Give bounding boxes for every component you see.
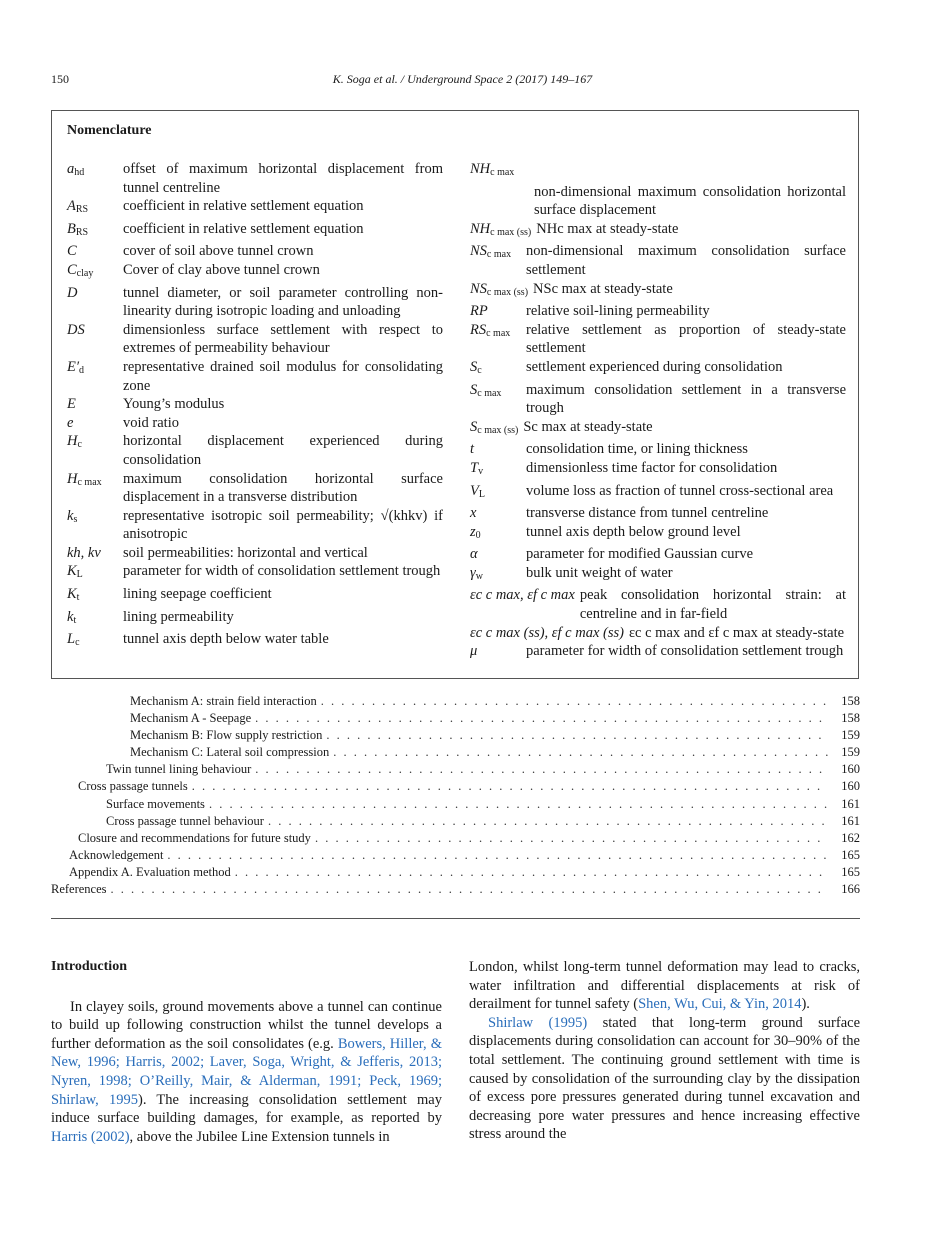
toc-entry-label: References — [51, 882, 107, 897]
nomenclature-definition: NHc max at steady-state — [536, 220, 679, 237]
nomenclature-symbol — [67, 284, 123, 321]
body-right-column — [469, 958, 860, 1144]
nomenclature-definition: relative soil-lining permeability — [526, 303, 710, 320]
nomenclature-entry — [470, 642, 846, 661]
symbol-main: εc c max, εf c max — [470, 587, 575, 604]
citation-link[interactable]: Shirlaw (1995) — [488, 1014, 588, 1031]
toc-leader-dots — [235, 864, 828, 881]
nomenclature-entry — [470, 381, 846, 418]
symbol-subscript: c max (ss) — [486, 286, 529, 298]
symbol-subscript: v — [478, 465, 484, 477]
toc-entry-label: Acknowledgement — [69, 847, 164, 862]
nomenclature-symbol — [470, 358, 526, 381]
nomenclature-definition: Sc max at steady-state — [523, 418, 653, 435]
nomenclature-definition: representative drained soil modulus for consolidating zone — [123, 358, 443, 394]
nomenclature-entry — [67, 284, 443, 321]
toc-entry-page: 166 — [841, 882, 860, 897]
symbol-main: NS — [470, 280, 487, 297]
symbol-main: NH — [470, 220, 491, 237]
toc-leader-dots — [209, 796, 828, 813]
symbol-subscript: c max — [477, 387, 502, 399]
symbol-subscript: s — [73, 513, 78, 525]
nomenclature-definition: transverse distance from tunnel centreline — [526, 505, 769, 522]
symbol-subscript: L — [76, 569, 83, 581]
nomenclature-definition: Young’s modulus — [123, 396, 225, 413]
intro-text: , above the Jubilee Line Extension tunnels in — [129, 1128, 390, 1145]
toc-leader-dots — [167, 847, 828, 864]
toc-entry[interactable] — [51, 693, 860, 710]
toc-leader-dots — [315, 830, 828, 847]
nomenclature-definition: volume loss as fraction of tunnel cross-sectional area — [526, 482, 834, 499]
intro-text: In clayey soils, ground movements above a tunnel can continue to build up following construction whilst the tunnel develops a further deformation as the soil consolidates (e.g. — [51, 998, 442, 1052]
toc-entry[interactable] — [51, 710, 860, 727]
toc-entry-page: 161 — [841, 796, 860, 811]
nomenclature-entry — [67, 470, 443, 507]
nomenclature-symbol — [67, 242, 123, 261]
toc-leader-dots — [255, 761, 828, 778]
toc-entry[interactable] — [51, 864, 860, 881]
nomenclature-definition: representative isotropic soil permeability; √(khkv) if anisotropic — [123, 507, 443, 543]
running-head: K. Soga et al. / Underground Space 2 (2017) 149–167 — [332, 72, 593, 86]
symbol-subscript: RS — [75, 204, 89, 216]
nomenclature-symbol — [470, 545, 526, 564]
symbol-main: T — [470, 459, 479, 476]
nomenclature-definition: parameter for modified Gaussian curve — [526, 546, 754, 563]
citation-link[interactable]: Bowers, Hiller, & New, 1996; Harris, 2002; Laver, Soga, Wright, & Jefferis, 2013; Nyren, 1998; O’Reilly, Mair, & Alderman, 1991; Peck, 1969; Shirlaw, 1995 — [51, 1035, 442, 1108]
nomenclature-symbol — [67, 432, 123, 469]
nomenclature-definition: maximum consolidation horizontal surface displacement in a transverse distribution — [123, 470, 443, 506]
symbol-main: S — [470, 381, 478, 398]
intro-paragraph-1-cont — [469, 958, 860, 1014]
toc-entry-label: Closure and recommendations for future study — [78, 830, 311, 845]
nomenclature-definition: relative settlement as proportion of steady-state settlement — [526, 321, 846, 357]
symbol-main: K — [67, 563, 77, 580]
toc-entry[interactable] — [51, 796, 860, 813]
nomenclature-left-column — [67, 160, 443, 653]
symbol-main: DS — [67, 321, 85, 338]
nomenclature-entry — [470, 504, 846, 523]
page-number: 150 — [51, 72, 69, 86]
nomenclature-entry — [67, 395, 443, 414]
nomenclature-symbol — [470, 459, 526, 482]
citation-link[interactable]: Harris (2002) — [51, 1128, 130, 1145]
nomenclature-box — [51, 110, 859, 679]
nomenclature-symbol — [67, 544, 123, 563]
nomenclature-symbol — [67, 261, 123, 284]
toc-entry-label: Mechanism A: strain field interaction — [130, 694, 317, 708]
nomenclature-entry — [470, 459, 846, 482]
nomenclature-definition: horizontal displacement experienced during consolidation — [123, 433, 443, 468]
toc-entry-page: 160 — [841, 779, 860, 794]
nomenclature-entry — [67, 358, 443, 395]
symbol-subscript: L — [478, 488, 485, 500]
symbol-main: S — [470, 418, 478, 435]
nomenclature-definition: coefficient in relative settlement equation — [123, 198, 364, 215]
nomenclature-symbol — [470, 624, 629, 643]
nomenclature-entry — [470, 586, 846, 623]
nomenclature-entry — [67, 608, 443, 631]
toc-entry[interactable] — [51, 847, 860, 864]
nomenclature-definition: dimensionless surface settlement with respect to extremes of permeability behaviour — [123, 321, 443, 357]
symbol-main: x — [470, 505, 477, 522]
nomenclature-entry — [470, 564, 846, 587]
nomenclature-symbol — [67, 562, 123, 585]
table-of-contents — [51, 693, 860, 898]
nomenclature-symbol — [470, 586, 580, 623]
nomenclature-symbol — [470, 220, 536, 243]
nomenclature-definition: settlement experienced during consolidation — [526, 358, 783, 375]
section-divider — [51, 918, 860, 919]
symbol-main: α — [470, 546, 478, 563]
toc-entry-label: Surface movements — [106, 796, 205, 811]
nomenclature-symbol — [470, 381, 526, 418]
nomenclature-entry — [470, 418, 846, 441]
nomenclature-entry — [67, 197, 443, 220]
nomenclature-symbol — [67, 630, 123, 653]
nomenclature-definition: offset of maximum horizontal displacement from tunnel centreline — [123, 161, 443, 196]
nomenclature-symbol — [67, 160, 123, 197]
nomenclature-entry — [67, 220, 443, 243]
nomenclature-symbol — [67, 395, 123, 414]
nomenclature-definition: parameter for width of consolidation settlement trough — [123, 563, 441, 580]
nomenclature-symbol — [470, 482, 526, 505]
toc-leader-dots — [268, 813, 828, 830]
intro-text: London, whilst long-term tunnel deformation may lead to cracks, water infiltration and differential displacements at risk of derailment for tunnel safety ( — [469, 959, 860, 1013]
symbol-main: L — [67, 631, 76, 648]
nomenclature-entry — [67, 160, 443, 197]
toc-entry[interactable] — [51, 761, 860, 778]
symbol-main: k — [67, 608, 74, 625]
nomenclature-symbol — [470, 564, 526, 587]
nomenclature-symbol — [67, 507, 123, 544]
nomenclature-entry — [470, 624, 846, 643]
nomenclature-symbol — [470, 523, 526, 546]
nomenclature-definition: tunnel axis depth below ground level — [526, 523, 741, 540]
nomenclature-entry — [67, 414, 443, 433]
nomenclature-entry — [67, 261, 443, 284]
nomenclature-definition: cover of soil above tunnel crown — [123, 243, 314, 260]
symbol-subscript: t — [76, 592, 80, 604]
nomenclature-definition: tunnel diameter, or soil parameter controlling non-linearity during isotropic loading and unloading — [123, 284, 443, 320]
toc-leader-dots — [192, 778, 828, 795]
nomenclature-definition: dimensionless time factor for consolidation — [526, 459, 778, 476]
symbol-subscript: w — [475, 570, 483, 582]
nomenclature-entry — [67, 630, 443, 653]
nomenclature-entry — [470, 160, 846, 220]
nomenclature-entry — [67, 544, 443, 563]
toc-entry-page: 159 — [841, 728, 860, 743]
nomenclature-symbol — [470, 504, 526, 523]
intro-paragraph-1 — [51, 998, 442, 1147]
nomenclature-entry — [470, 302, 846, 321]
symbol-main: H — [67, 470, 78, 487]
nomenclature-definition: εc c max and εf c max at steady-state — [628, 624, 845, 641]
toc-entry-label: Cross passage tunnels — [78, 779, 188, 794]
nomenclature-definition: maximum consolidation settlement in a transverse trough — [526, 381, 846, 417]
toc-entry-page: 162 — [841, 830, 860, 845]
toc-leader-dots — [321, 693, 828, 710]
symbol-subscript: c max — [490, 167, 515, 178]
nomenclature-definition: coefficient in relative settlement equation — [123, 220, 364, 237]
nomenclature-definition: lining seepage coefficient — [123, 586, 272, 603]
toc-entry-page: 161 — [841, 813, 860, 828]
nomenclature-entry — [470, 220, 846, 243]
symbol-main: γ — [470, 564, 476, 581]
body-left-column — [51, 958, 442, 1146]
toc-entry-page: 159 — [841, 745, 860, 760]
symbol-subscript: RS — [75, 226, 89, 238]
nomenclature-definition: void ratio — [123, 414, 179, 431]
symbol-main: z — [470, 523, 476, 540]
nomenclature-definition: non-dimensional maximum consolidation horizontal surface displacement — [534, 183, 846, 219]
nomenclature-entry — [470, 280, 846, 303]
symbol-main: E′ — [67, 358, 80, 375]
symbol-main: C — [67, 243, 77, 260]
nomenclature-right-column — [470, 160, 846, 661]
nomenclature-entry — [470, 321, 846, 358]
symbol-main: kh, kv — [67, 544, 101, 561]
symbol-main: A — [67, 198, 76, 215]
nomenclature-symbol — [470, 161, 514, 177]
nomenclature-symbol — [470, 280, 533, 303]
nomenclature-entry — [470, 545, 846, 564]
nomenclature-symbol — [67, 321, 123, 358]
nomenclature-entry — [470, 440, 846, 459]
nomenclature-definition: soil permeabilities: horizontal and vertical — [123, 544, 368, 561]
nomenclature-symbol — [67, 220, 123, 243]
toc-entry-page: 158 — [841, 711, 860, 726]
nomenclature-definition: NSc max at steady-state — [533, 280, 673, 297]
toc-entry-label: Mechanism B: Flow supply restriction — [130, 728, 323, 743]
nomenclature-entry — [470, 523, 846, 546]
symbol-subscript: c max — [486, 249, 512, 261]
nomenclature-entry — [67, 242, 443, 261]
nomenclature-symbol — [470, 302, 526, 321]
toc-entry[interactable] — [51, 744, 860, 761]
nomenclature-entry — [67, 507, 443, 544]
section-heading: Introduction — [51, 959, 127, 974]
intro-paragraph-2 — [469, 1014, 860, 1144]
nomenclature-definition: Cover of clay above tunnel crown — [123, 261, 320, 278]
nomenclature-definition: bulk unit weight of water — [526, 564, 673, 581]
symbol-subscript: c — [75, 637, 80, 649]
nomenclature-entry — [67, 562, 443, 585]
symbol-main: a — [67, 161, 75, 177]
toc-entry-page: 158 — [841, 694, 860, 708]
nomenclature-definition: consolidation time, or lining thickness — [526, 441, 748, 458]
nomenclature-symbol — [67, 470, 123, 507]
nomenclature-entry — [67, 432, 443, 469]
nomenclature-symbol — [470, 242, 526, 279]
symbol-main: e — [67, 414, 74, 431]
symbol-main: εc c max (ss), εf c max (ss) — [470, 624, 624, 641]
toc-entry[interactable] — [51, 881, 860, 898]
symbol-subscript: 0 — [475, 529, 481, 541]
nomenclature-entry — [470, 242, 846, 279]
toc-leader-dots — [255, 710, 828, 727]
nomenclature-symbol — [470, 418, 523, 441]
nomenclature-symbol — [470, 321, 526, 358]
symbol-main: μ — [470, 643, 478, 660]
symbol-subscript: d — [79, 364, 85, 376]
nomenclature-symbol — [67, 358, 123, 395]
toc-entry-page: 165 — [841, 847, 860, 862]
intro-text: ). The increasing consolidation settlement may induce surface building damages, for example, as reported by — [51, 1091, 442, 1127]
toc-entry[interactable] — [51, 727, 860, 744]
toc-entry-page: 160 — [841, 762, 860, 777]
toc-leader-dots — [326, 727, 828, 744]
nomenclature-definition: peak consolidation horizontal strain: at centreline and in far-field — [579, 587, 846, 623]
symbol-main: K — [67, 586, 77, 603]
symbol-main: C — [67, 261, 77, 278]
intro-text: stated that long-term ground surface displacements during consolidation can account for 30–90% of the total settlement. The continuing ground settlement with time is caused by consolidation of the surrounding clay by the dissipation of excess pore pressures generated during tunnel excavation and decreasing pore water pressures and hence increasing effective stress around the — [469, 1014, 861, 1143]
nomenclature-symbol — [67, 197, 123, 220]
toc-leader-dots — [111, 881, 828, 898]
nomenclature-definition: lining permeability — [123, 608, 234, 625]
toc-entry[interactable] — [51, 778, 860, 795]
symbol-main: RP — [470, 303, 488, 320]
toc-entry-label: Appendix A. Evaluation method — [69, 864, 231, 879]
toc-entry-label: Mechanism A - Seepage — [130, 711, 252, 726]
nomenclature-definition: tunnel axis depth below water table — [123, 631, 329, 648]
toc-entry[interactable] — [51, 813, 860, 830]
nomenclature-symbol — [470, 642, 526, 661]
nomenclature-symbol — [67, 608, 123, 631]
nomenclature-definition: non-dimensional maximum consolidation surface settlement — [526, 243, 846, 278]
toc-entry-label: Mechanism C: Lateral soil compression — [130, 745, 330, 760]
symbol-main: t — [470, 441, 475, 458]
toc-leader-dots — [333, 744, 828, 761]
symbol-main: D — [67, 284, 78, 301]
symbol-main: NH — [470, 161, 491, 177]
toc-entry[interactable] — [51, 830, 860, 847]
symbol-main: S — [470, 358, 478, 375]
symbol-subscript: c max — [77, 476, 102, 488]
nomenclature-entry — [67, 321, 443, 358]
nomenclature-symbol — [67, 585, 123, 608]
symbol-main: V — [470, 482, 479, 499]
symbol-main: RS — [470, 321, 487, 338]
symbol-subscript: c max (ss) — [490, 226, 532, 238]
symbol-subscript: clay — [76, 267, 94, 279]
symbol-subscript: c max — [486, 327, 511, 339]
toc-entry-label: Cross passage tunnel behaviour — [106, 813, 264, 828]
nomenclature-symbol — [67, 414, 123, 433]
nomenclature-entry — [67, 585, 443, 608]
nomenclature-definition: parameter for width of consolidation settlement trough — [526, 643, 844, 660]
symbol-subscript: t — [73, 614, 77, 626]
symbol-main: H — [67, 433, 78, 450]
nomenclature-symbol — [470, 440, 526, 459]
symbol-subscript: c — [77, 439, 82, 451]
nomenclature-title: Nomenclature — [67, 123, 152, 138]
nomenclature-entry — [470, 358, 846, 381]
nomenclature-entry — [470, 482, 846, 505]
citation-link[interactable]: Shen, Wu, Cui, & Yin, 2014 — [638, 996, 802, 1013]
symbol-main: E — [67, 396, 76, 413]
symbol-main: k — [67, 507, 74, 524]
toc-entry-page: 165 — [841, 864, 860, 879]
symbol-main: NS — [470, 243, 487, 260]
toc-entry-label: Twin tunnel lining behaviour — [106, 762, 252, 777]
symbol-main: B — [67, 220, 76, 237]
symbol-subscript: c — [477, 364, 482, 376]
intro-text: ). — [801, 996, 810, 1013]
symbol-subscript: c max (ss) — [477, 424, 519, 436]
symbol-subscript: hd — [74, 167, 85, 178]
